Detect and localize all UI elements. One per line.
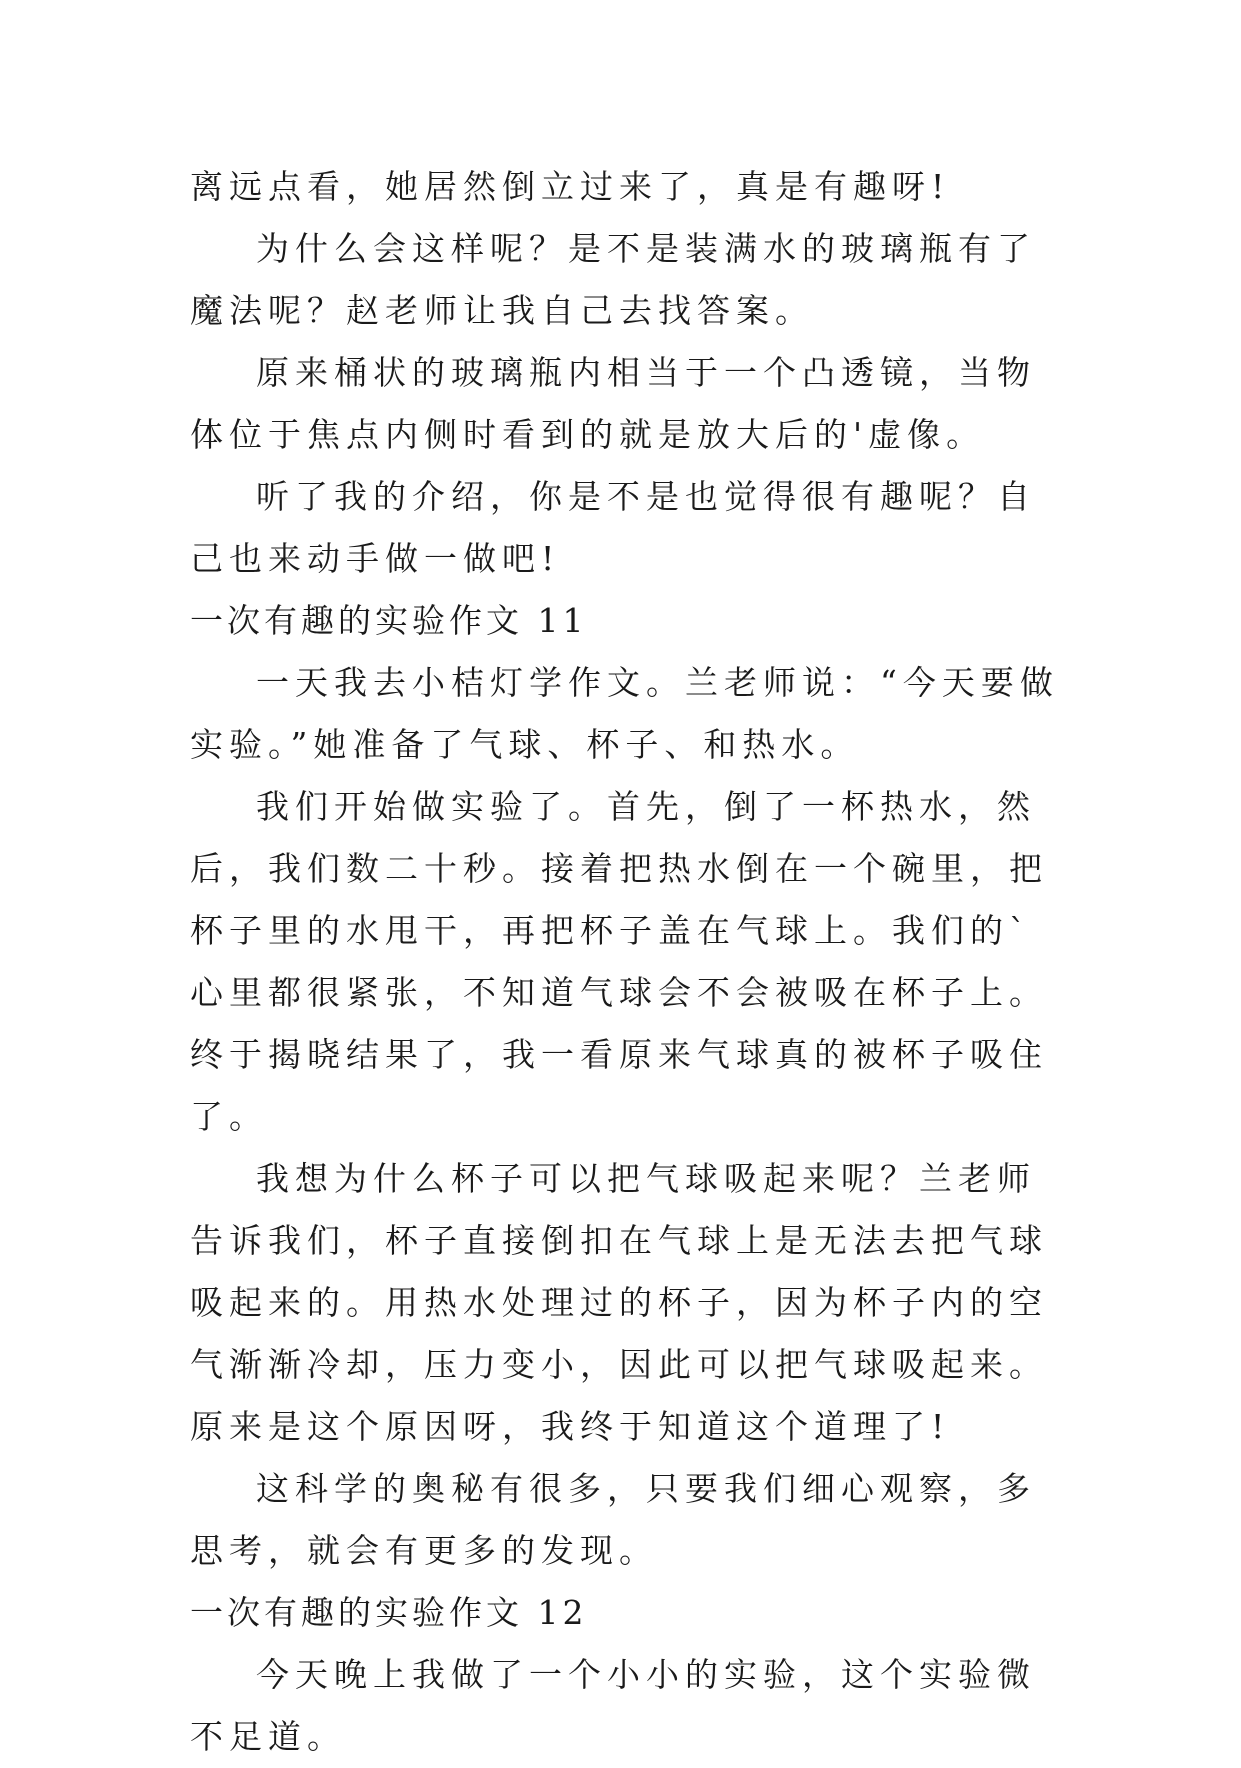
paragraph: 听了我的介绍，你是不是也觉得很有趣呢？自己也来动手做一做吧!: [190, 477, 1036, 578]
paragraph: 一天我去小桔灯学作文。兰老师说：“今天要做实验。”她准备了气球、杯子、和热水。: [190, 663, 1059, 764]
section-heading: 一次有趣的实验作文 12: [190, 1593, 588, 1632]
paragraph-continuation: 离远点看，她居然倒立过来了，真是有趣呀!: [190, 167, 951, 206]
paragraph: 今天晚上我做了一个小小的实验，这个实验微不足道。: [190, 1655, 1036, 1756]
paragraph: 原来桶状的玻璃瓶内相当于一个凸透镜，当物体位于焦点内侧时看到的就是放大后的'虚像。: [190, 353, 1036, 454]
paragraph: 我想为什么杯子可以把气球吸起来呢？兰老师告诉我们，杯子直接倒扣在气球上是无法去把气球吸起来的。用热水处理过的杯子，因为杯子内的空气渐渐冷却，压力变小，因此可以把气球吸起来。原来是这个原因呀，我终于知道这个道理了!: [190, 1159, 1048, 1446]
paragraph: 我们开始做实验了。首先，倒了一杯热水，然后，我们数二十秒。接着把热水倒在一个碗里，把杯子里的水甩干，再把杯子盖在气球上。我们的`心里都很紧张，不知道气球会不会被吸在杯子上。终于揭晓结果了，我一看原来气球真的被杯子吸住了。: [190, 787, 1048, 1136]
document-body: [190, 156, 1070, 1768]
section-heading: 一次有趣的实验作文 11: [190, 601, 588, 640]
paragraph: 为什么会这样呢？是不是装满水的玻璃瓶有了魔法呢？赵老师让我自己去找答案。: [190, 229, 1036, 330]
paragraph: 这科学的奥秘有很多，只要我们细心观察，多思考，就会有更多的发现。: [190, 1469, 1036, 1570]
